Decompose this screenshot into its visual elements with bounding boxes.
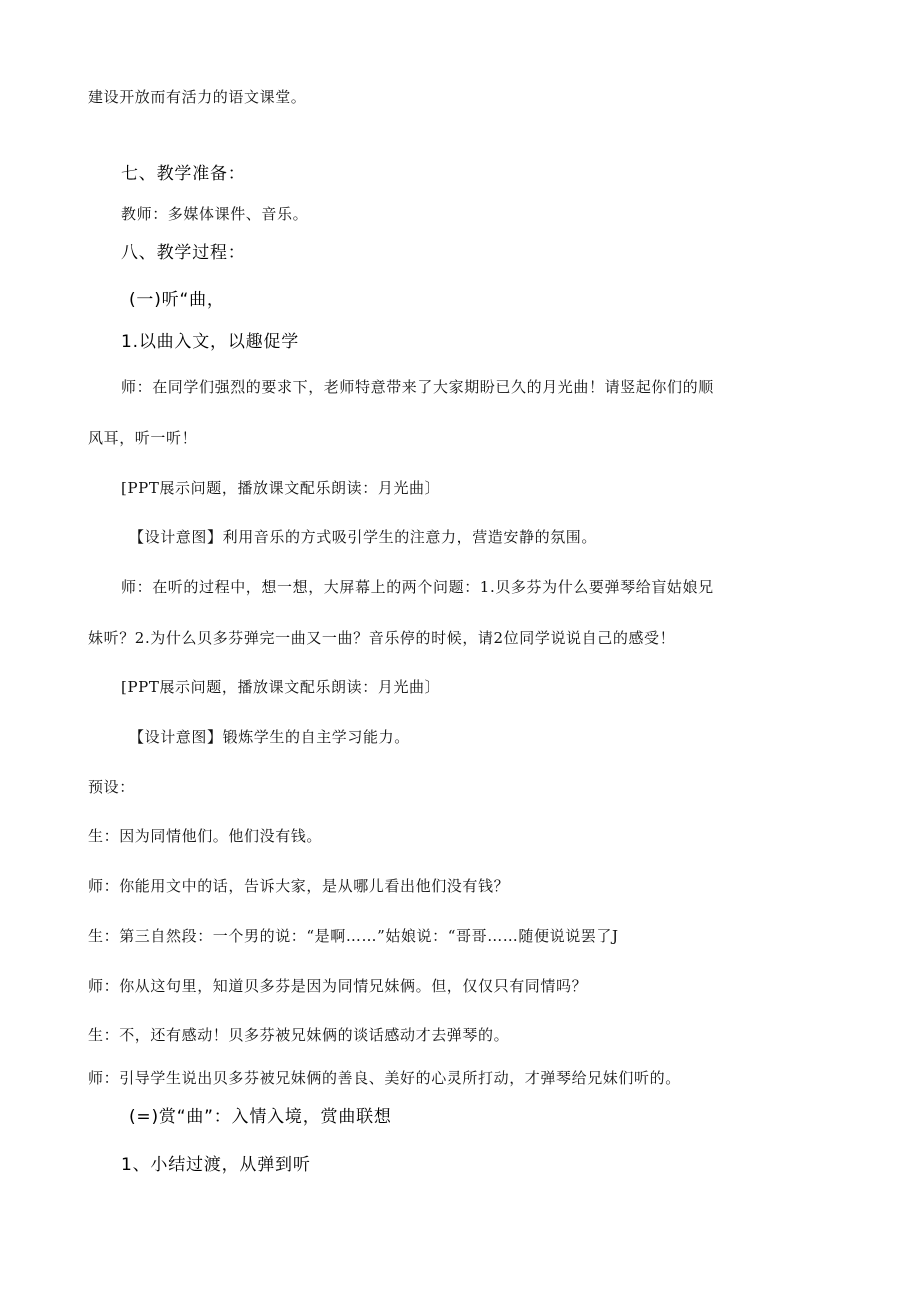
subsection-heading-listen: (一)听“曲， (129, 290, 225, 310)
design-intent-line: 【设计意图】利用音乐的方式吸引学生的注意力，营造安静的氛围。 (129, 528, 598, 546)
subsection-heading-appreciate: (=)赏“曲”：入情入境，赏曲联想 (129, 1107, 392, 1127)
design-intent-line: 【设计意图】锻炼学生的自主学习能力。 (129, 728, 410, 746)
dialogue-line: 师：引导学生说出贝多芬被兄妹俩的善良、美好的心灵所打动，才弹琴给兄妹们听的。 (88, 1069, 681, 1087)
body-text-line: 预设： (88, 778, 135, 796)
body-text-line: 妹听？2.为什么贝多芬弹完一曲又一曲？音乐停的时候，请2位同学说说自己的感受！ (88, 629, 676, 647)
body-text-line: 风耳，听一听！ (88, 429, 198, 447)
dialogue-line: 生：第三自然段：一个男的说：“是啊……”姑娘说：“哥哥……随便说说罢了J (88, 927, 619, 945)
dialogue-line: 生：因为同情他们。他们没有钱。 (88, 827, 323, 845)
dialogue-line: 生：不，还有感动！贝多芬被兄妹俩的谈话感动才去弹琴的。 (88, 1026, 510, 1044)
body-text-line: 师：在听的过程中，想一想，大屏幕上的两个问题：1.贝多芬为什么要弹琴给盲姑娘兄 (121, 578, 714, 596)
dialogue-line: 师：你能用文中的话，告诉大家，是从哪儿看出他们没有钱？ (88, 877, 510, 895)
step-heading: 1.以曲入文，以趣促学 (121, 332, 300, 352)
step-heading: 1、小结过渡，从弹到听 (121, 1155, 311, 1175)
body-text-line: [PPT展示问题，播放课文配乐朗读：月光曲〕 (121, 479, 441, 497)
body-text-line: 师：在同学们强烈的要求下，老师特意带来了大家期盼已久的月光曲！请竖起你们的顺 (121, 378, 714, 396)
body-text-line: 建设开放而有活力的语文课堂。 (88, 88, 307, 106)
dialogue-line: 师：你从这句里，知道贝多芬是因为同情兄妹俩。但，仅仅只有同情吗？ (88, 977, 588, 995)
body-text-line: [PPT展示问题，播放课文配乐朗读：月光曲〕 (121, 678, 441, 696)
section-heading-process: 八、教学过程： (121, 243, 246, 263)
section-heading-preparation: 七、教学准备： (121, 164, 246, 184)
body-text-line: 教师：多媒体课件、音乐。 (121, 205, 309, 223)
